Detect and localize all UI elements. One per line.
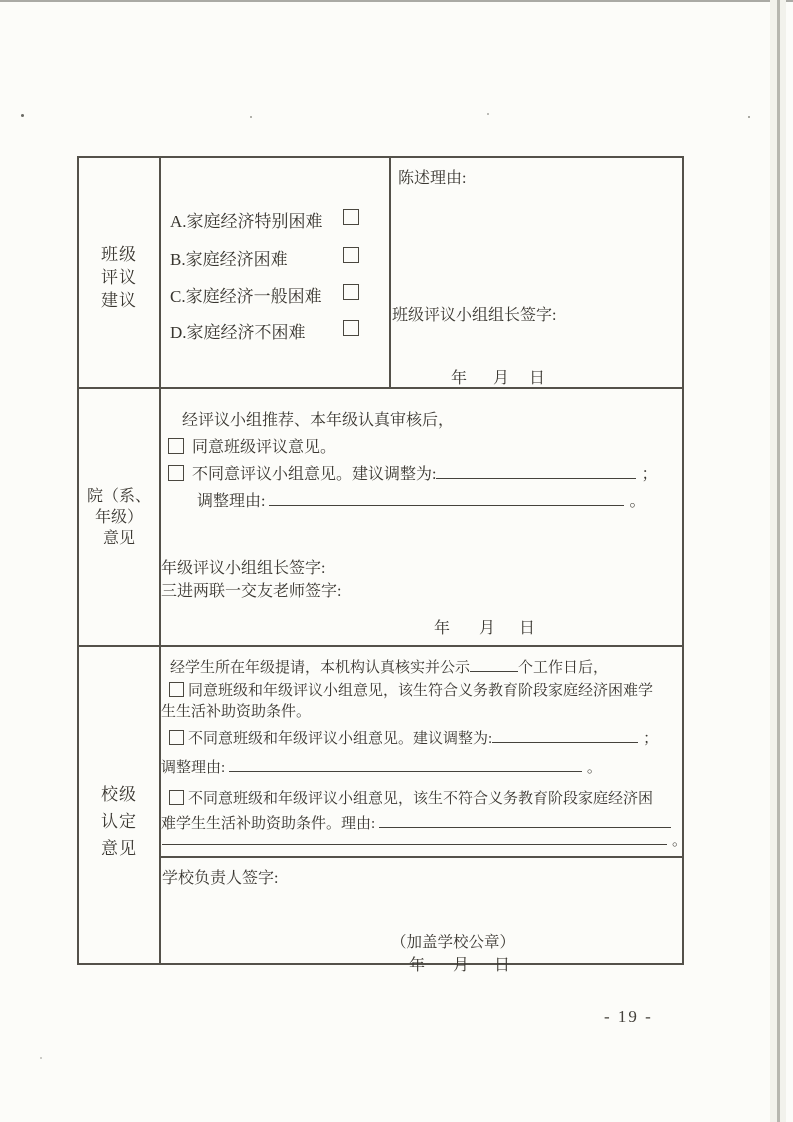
row-header-line: 评议 [101, 268, 137, 287]
punctuation: ； [643, 731, 659, 747]
page-number: - 19 - [604, 1007, 653, 1026]
scan-speck [21, 114, 24, 117]
option-row-a [159, 207, 389, 229]
date-day-label: 日 [529, 370, 546, 387]
date-month-label: 月 [453, 957, 470, 974]
punctuation: ； [641, 466, 658, 483]
school-seal-note: （加盖学校公章） [391, 934, 516, 951]
row-header-line: 校级 [101, 785, 137, 804]
school-disagree-label: 不同意班级和年级评议小组意见。建议调整为: [188, 731, 493, 747]
punctuation: 。 [586, 760, 602, 776]
reject-reason-label: 难学生生活补助资助条件。理由: [161, 816, 376, 832]
adjust-reason-label: 调整理由: [161, 760, 226, 776]
option-row-b [159, 245, 389, 267]
disagree-option-line [168, 461, 657, 484]
mentor-teacher-sign-label: 三进两联一交友老师签字: [161, 583, 342, 600]
checkbox-icon [343, 247, 359, 263]
row-header-line: 院（系、 [86, 488, 151, 505]
school-agree-text: 同意班级和年级评议小组意见，该生符合义务教育阶段家庭经济困难学 [188, 683, 654, 699]
option-row-c [159, 282, 389, 304]
scan-speck [487, 113, 489, 115]
review-opinions-table [77, 156, 688, 974]
option-label: B.家庭经济困难 [170, 250, 288, 269]
reject-reason-continuation-line [162, 829, 687, 850]
date-line [161, 952, 686, 974]
publicity-prefix: 经学生所在年级提请，本机构认真核实并公示 [170, 660, 471, 676]
department-intro-text: 经评议小组推荐、本年级认真审核后， [182, 412, 455, 429]
checkbox-icon [169, 682, 184, 697]
checkbox-icon [343, 209, 359, 225]
date-line [389, 365, 686, 387]
checkbox-icon [168, 465, 184, 481]
scan-speck [748, 116, 750, 118]
school-reject-text: 不同意班级和年级评议小组意见，该生不符合义务教育阶段家庭经济困 [188, 791, 654, 807]
row-header-school-decision [79, 645, 159, 963]
scan-speck [250, 116, 252, 118]
publicity-suffix: 个工作日后， [518, 660, 609, 676]
option-label: C.家庭经济一般困难 [170, 287, 322, 306]
punctuation: 。 [629, 493, 646, 510]
date-line [161, 615, 686, 637]
agree-option-line [168, 434, 336, 457]
checkbox-icon [343, 320, 359, 336]
row-header-class-review [79, 158, 159, 387]
row-header-line: 年级） [94, 509, 143, 526]
row-header-department-opinion [79, 387, 159, 645]
class-leader-sign-label: 班级评议小组组长签字: [392, 307, 557, 324]
department-opinion-cell [161, 387, 686, 645]
date-month-label: 月 [493, 370, 510, 387]
school-reject-line1 [169, 787, 653, 808]
school-disagree-line [169, 727, 658, 748]
checkbox-icon [169, 730, 184, 745]
fill-in-blank [379, 812, 671, 828]
row-header-line: 意见 [101, 839, 137, 858]
row-header-line: 建议 [101, 291, 137, 310]
publicity-line [170, 656, 608, 677]
scan-speck [40, 1057, 42, 1059]
option-row-d [159, 318, 389, 340]
scan-edge-top [0, 0, 793, 2]
row-header-line: 班级 [101, 245, 137, 264]
date-year-label: 年 [451, 370, 468, 387]
scan-edge-right [777, 0, 780, 1122]
row-header-line: 意见 [102, 530, 135, 547]
adjust-reason-line [197, 488, 645, 511]
school-agree-line2: 生生活补助资助条件。 [161, 704, 312, 720]
checkbox-icon [168, 438, 184, 454]
statement-label: 陈述理由: [398, 170, 467, 187]
punctuation: 。 [672, 833, 688, 849]
date-year-label: 年 [409, 957, 426, 974]
fill-in-blank [229, 756, 582, 772]
fill-in-blank [436, 463, 636, 479]
adjust-reason-label: 调整理由: [197, 493, 266, 510]
fill-in-blank [492, 727, 638, 743]
fill-in-blank [269, 490, 624, 506]
date-day-label: 日 [494, 957, 511, 974]
grade-leader-sign-label: 年级评议小组组长签字: [161, 560, 326, 577]
checkbox-icon [169, 790, 184, 805]
school-adjust-reason-line [161, 756, 602, 777]
date-month-label: 月 [479, 620, 496, 637]
fill-in-blank [162, 829, 667, 845]
disagree-option-label: 不同意评议小组意见。建议调整为: [192, 466, 437, 483]
school-decision-cell [161, 645, 688, 974]
date-day-label: 日 [519, 620, 536, 637]
option-label: A.家庭经济特别困难 [170, 212, 323, 231]
statement-cell [389, 158, 686, 387]
date-year-label: 年 [434, 620, 451, 637]
checkbox-icon [343, 284, 359, 300]
school-agree-line1 [169, 679, 653, 700]
principal-sign-label: 学校负责人签字: [162, 870, 279, 887]
fill-in-blank [470, 656, 518, 672]
row-header-line: 认定 [101, 812, 137, 831]
difficulty-options-cell [159, 158, 389, 387]
agree-option-label: 同意班级评议意见。 [192, 439, 337, 456]
option-label: D.家庭经济不困难 [170, 323, 306, 342]
